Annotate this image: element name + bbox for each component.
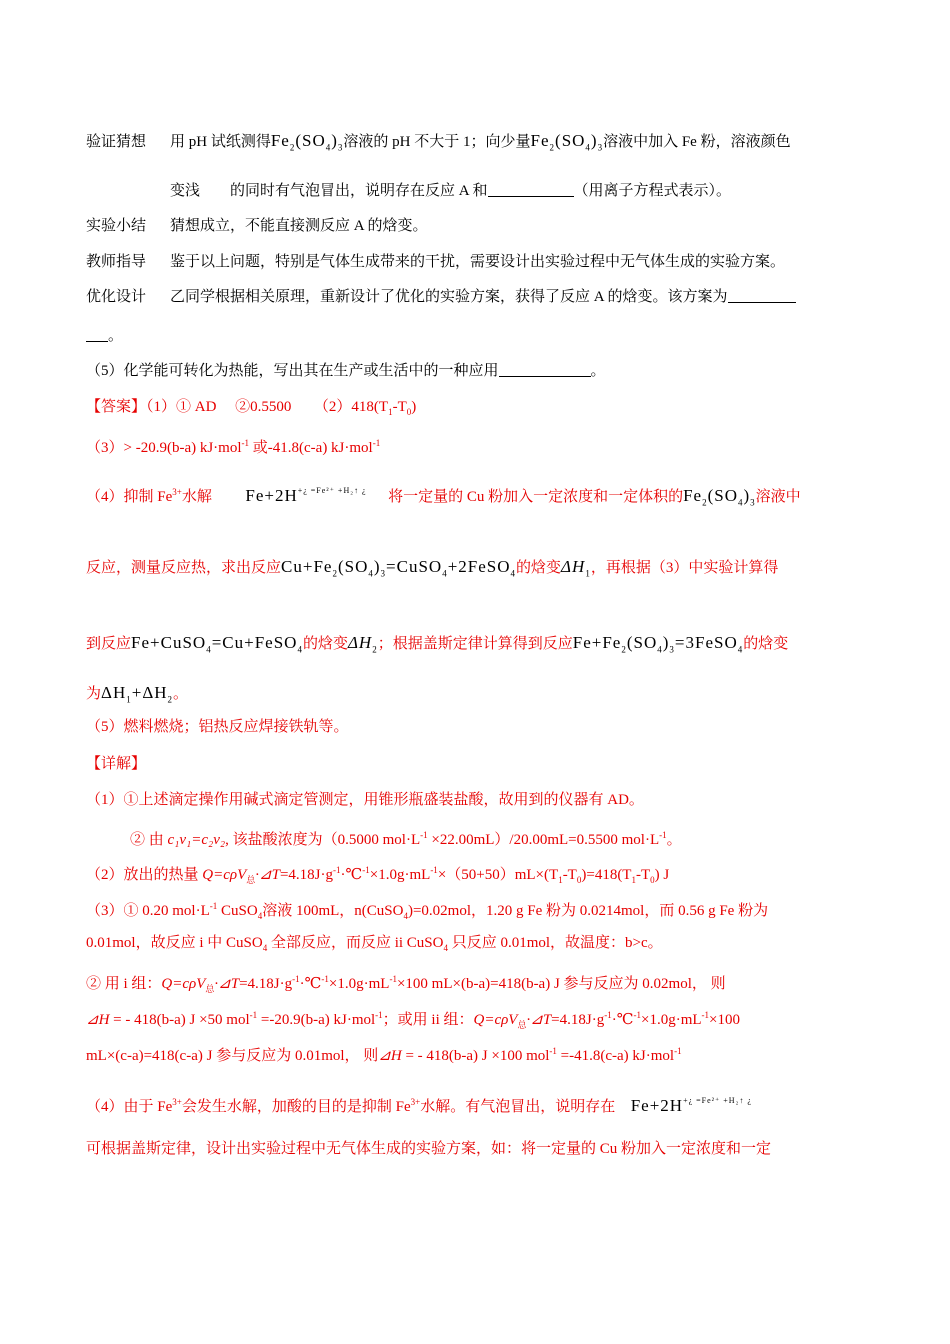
formula-fe-eq2: $Fe+Fe_2(SO_4)_3=3FeSO_4$ — [572, 633, 744, 655]
text: 变浅 — [170, 183, 201, 199]
answer-line-3: （3）> -20.9(b-a) kJ·mol$^{-1}$ 或-41.8(c-a) kJ·mol$^{-1}$ — [86, 438, 381, 456]
optimize-line-end — [86, 325, 123, 347]
q5-line — [86, 360, 606, 382]
formula-cu-eq: $Cu+Fe_2(SO_4)_3=CuSO_4+2FeSO_4$ — [281, 557, 517, 579]
detail-line-3: （2）放出的热量 $Q=c\rho V_总\cdot⊿T=4.18J\cdot g^{-1}\cdot℃^{-1}\times 1.0g\cdot mL^{-1}\times(50+50)mL\times(T_1-T_0)=418(T_1-T_0)$ J — [86, 865, 670, 885]
answer-blank[interactable] — [728, 286, 796, 303]
text: 。 — [590, 363, 606, 379]
answer-line-8: （5）燃料燃烧；铝热反应焊接铁轨等。 — [86, 719, 349, 735]
row-label: 优化设计 — [86, 289, 147, 305]
row-label: 教师指导 — [86, 254, 147, 270]
formula-fe-eq: Fe+CuSO$_4$=Cu+FeSO$_4$ — [131, 633, 303, 655]
verify-line — [86, 130, 791, 158]
answer-line-4: （4）抑制 $Fe^{3+}$水解 $Fe+2H^{+¿ =Fe^{2+} +H_2↑ ¿}$ 将一定量的 Cu 粉加入一定浓度和一定体积的$Fe_2(SO_4)_3$溶液中 — [86, 486, 801, 508]
answer-line-6: 到反应Fe+CuSO$_4$=Cu+FeSO$_4$的焓变$\Delta H_2$；根据盖斯定律计算得到反应$Fe+Fe_2(SO_4)_3=3FeSO_4$的焓变 — [86, 633, 789, 655]
answer-blank[interactable] — [499, 360, 591, 377]
formula-fe-2h: $Fe+2H^{+¿ =Fe^{2+} +H_2↑ ¿}$ — [245, 486, 367, 505]
answer-line-5: 反应，测量反应热，求出反应$Cu+Fe_2(SO_4)_3=CuSO_4+2FeSO_4$的焓变$\Delta H_1$，再根据（3）中实验计算得 — [86, 557, 779, 579]
teacher-line — [86, 251, 785, 273]
detail-line-2: ② 由 c₁v₁=c₂v₂, 该盐酸浓度为（0.5000 $mol\cdot L^{-1} \times 22.00mL)/20.00mL=0.5500$ $mol\cdot L^{-1}$。 — [130, 830, 682, 848]
answer-blank[interactable] — [86, 325, 108, 342]
text: 用 pH 试纸测得 — [170, 134, 271, 150]
text: 溶液的 pH 不大于 1；向少量 — [343, 134, 531, 150]
text: 。 — [108, 328, 124, 344]
verify-line-2 — [170, 180, 731, 202]
text: 的同时有气泡冒出，说明存在反应 A 和 — [230, 183, 488, 199]
optimize-line — [86, 286, 796, 308]
text: （5）化学能可转化为热能，写出其在生产或生活中的一种应用 — [86, 363, 499, 379]
answer-tag: 【答案】 — [86, 399, 147, 415]
detail-line-7: ⊿H = - 418(b-a) J ×50 mol$^{-1}$ =-20.9(b-a) kJ·mol$^{-1}$；或用 ii 组：$Q=c\rho V_总\cdot⊿T=4.18J\cdot g^{-1}\cdot℃^{-1}\times 1.0g\cdot mL^{-1}\times 100$ — [86, 1010, 741, 1030]
answer-blank[interactable] — [488, 180, 574, 197]
text: 鉴于以上问题，特别是气体生成带来的干扰，需要设计出实验过程中无气体生成的实验方案。 — [170, 254, 786, 270]
detail-line-8: mL×(c-a)=418(c-a) J 参与反应为 0.01mol， 则⊿H = - 418(b-a) J ×100 mol$^{-1}$ =-41.8(c-a) kJ·mol$^{-1}$ — [86, 1046, 682, 1064]
text: （用离子方程式表示）。 — [573, 183, 732, 199]
detail-line-6: ② 用 i 组：$Q=c\rho V_总\cdot⊿T=4.18J\cdot g^{-1}\cdot℃^{-1}\times 1.0g\cdot mL^{-1}\times 100$ mL×(b-a)=418(b-a) J 参与反应为 0.02mol， 则 — [86, 974, 726, 994]
text: 溶液中加入 Fe 粉，溶液颜色 — [603, 134, 791, 150]
answer-line-1: 【答案】（1）① AD ②0.5500 $(2)418(T_1-T_0)$ — [86, 399, 417, 417]
formula-fe-2h: $Fe+2H^{+¿ =Fe^{2+} +H_2↑ ¿}$ — [630, 1096, 752, 1115]
answer-line-7: 为$\Delta H_1+\Delta H_2$。 — [86, 683, 189, 705]
formula-fe2so43: $Fe_2(SO_4)_3$ — [270, 131, 344, 153]
detail-line-10: 可根据盖斯定律，设计出实验过程中无气体生成的实验方案，如：将一定量的 Cu 粉加入一定浓度和一定 — [86, 1141, 772, 1157]
text: 乙同学根据相关原理，重新设计了优化的实验方案，获得了反应 A 的焓变。该方案为 — [170, 289, 728, 305]
text: 猜想成立，不能直接测反应 A 的焓变。 — [170, 218, 428, 234]
detail-line-9: （4）由于 $Fe^{3+}$会发生水解，加酸的目的是抑制 $Fe^{3+}$水解。有气泡冒出，说明存在 $Fe+2H^{+¿ =Fe^{2+} +H_2↑ ¿}$ — [86, 1096, 752, 1115]
detail-line-5: 0.01mol，故反应 i 中 CuSO$_4$ 全部反应，而反应 ii CuSO$_4$ 只反应 0.01mol，故温度：b>c。 — [86, 935, 663, 953]
detail-line-4: （3）① 0.20 $mol\cdot L^{-1}$ CuSO$_4$溶液 100mL，n(CuSO$_4$)=0.02mol，1.20 g Fe 粉为 0.0214mol，而 0.56 g Fe 粉为 — [86, 901, 769, 921]
detail-line-1: （1）①上述滴定操作用碱式滴定管测定，用锥形瓶盛装盐酸，故用到的仪器有 AD。 — [86, 792, 644, 808]
summary-line — [86, 215, 428, 237]
detail-tag: 【详解】 — [86, 756, 147, 772]
formula-fe2so43: $Fe_2(SO_4)_3$ — [530, 131, 604, 153]
row-label: 实验小结 — [86, 218, 147, 234]
text: （1）① AD ②0.5500 （2）418(T — [146, 399, 389, 415]
row-label: 验证猜想 — [86, 134, 147, 150]
